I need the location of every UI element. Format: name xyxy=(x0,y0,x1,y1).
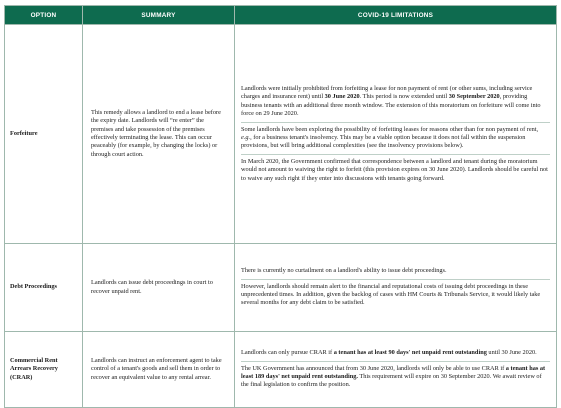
limitations-cell xyxy=(235,332,557,408)
limitation-paragraph: Landlords can only pursue CRAR if a tenant has at least 90 days' net unpaid rent outstanding until 30 June 2020. xyxy=(241,349,537,357)
summary-cell: Landlords can instruct an enforcement agent to take control of a tenant's goods and sell them in order to recover an equivalent value to any rental arrear. xyxy=(83,332,235,408)
table-row-crar xyxy=(5,332,557,408)
covid-limitations-table xyxy=(4,5,557,408)
limitation-paragraph: There is currently no curtailment on a landlord's ability to issue debt proceedings. xyxy=(241,267,447,275)
limitations-cell xyxy=(235,25,557,244)
summary-cell: This remedy allows a landlord to end a lease before the expiry date. Landlords will “re enter” the premises and take possession of the premises effectively terminating the lease. This can occur peaceably (for example, by changing the locks) or through court action. xyxy=(83,25,235,244)
table-row-debt-proceedings xyxy=(5,244,557,332)
header-summary: SUMMARY xyxy=(83,6,235,25)
limitation-paragraph: However, landlords should remain alert to the financial and reputational costs of issuing debt proceedings in these unprecedented times. In addition, given the backlog of cases with HM Courts & Tribunals Service, it would likely take several months for any debt claim to be satisfied. xyxy=(241,279,550,311)
header-covid-limitations: COVID-19 LIMITATIONS xyxy=(235,6,557,25)
limitation-paragraph: Landlords were initially prohibited from forfeiting a lease for non payment of rent (or other sums, including service charges and insurance rent) until 30 June 2020. This period is now extended until 30 September 2020, providing business tenants with an additional three month window. The extension of this moratorium on forfeiture will come into force on 29 June 2020. xyxy=(241,84,541,118)
limitations-cell xyxy=(235,244,557,332)
option-cell: Debt Proceedings xyxy=(5,244,83,332)
limitation-paragraph: The UK Government has announced that from 30 June 2020, landlords will only be able to use CRAR if a tenant has at least 189 days' net unpaid rent outstanding. This requirement will expire on 30 September 2020. We await review of the final legislation to confirm the position. xyxy=(241,361,550,393)
table-row-forfeiture xyxy=(5,25,557,244)
option-cell: Commercial Rent Arrears Recovery (CRAR) xyxy=(5,332,83,408)
header-row xyxy=(5,6,557,25)
header-option: OPTION xyxy=(5,6,83,25)
summary-cell: Landlords can issue debt proceedings in court to recover unpaid rent. xyxy=(83,244,235,332)
limitation-paragraph: In March 2020, the Government confirmed that correspondence between a landlord and tenant during the moratorium would not amount to waiving the right to forfeit (this provision expires on 30 June 2020). Landlords should be careful not to waive any such right if they enter into discussions with tenants going forward. xyxy=(241,154,550,186)
limitation-paragraph: Some landlords have been exploring the possibility of forfeiting leases for reasons other than for non payment of rent, e.g., for a business tenant's insolvency. This may be a viable option because it does not fall within the suspension provisions, but will bring additional complexities (see the insolvency provisions below). xyxy=(241,122,550,154)
option-cell: Forfeiture xyxy=(5,25,83,244)
